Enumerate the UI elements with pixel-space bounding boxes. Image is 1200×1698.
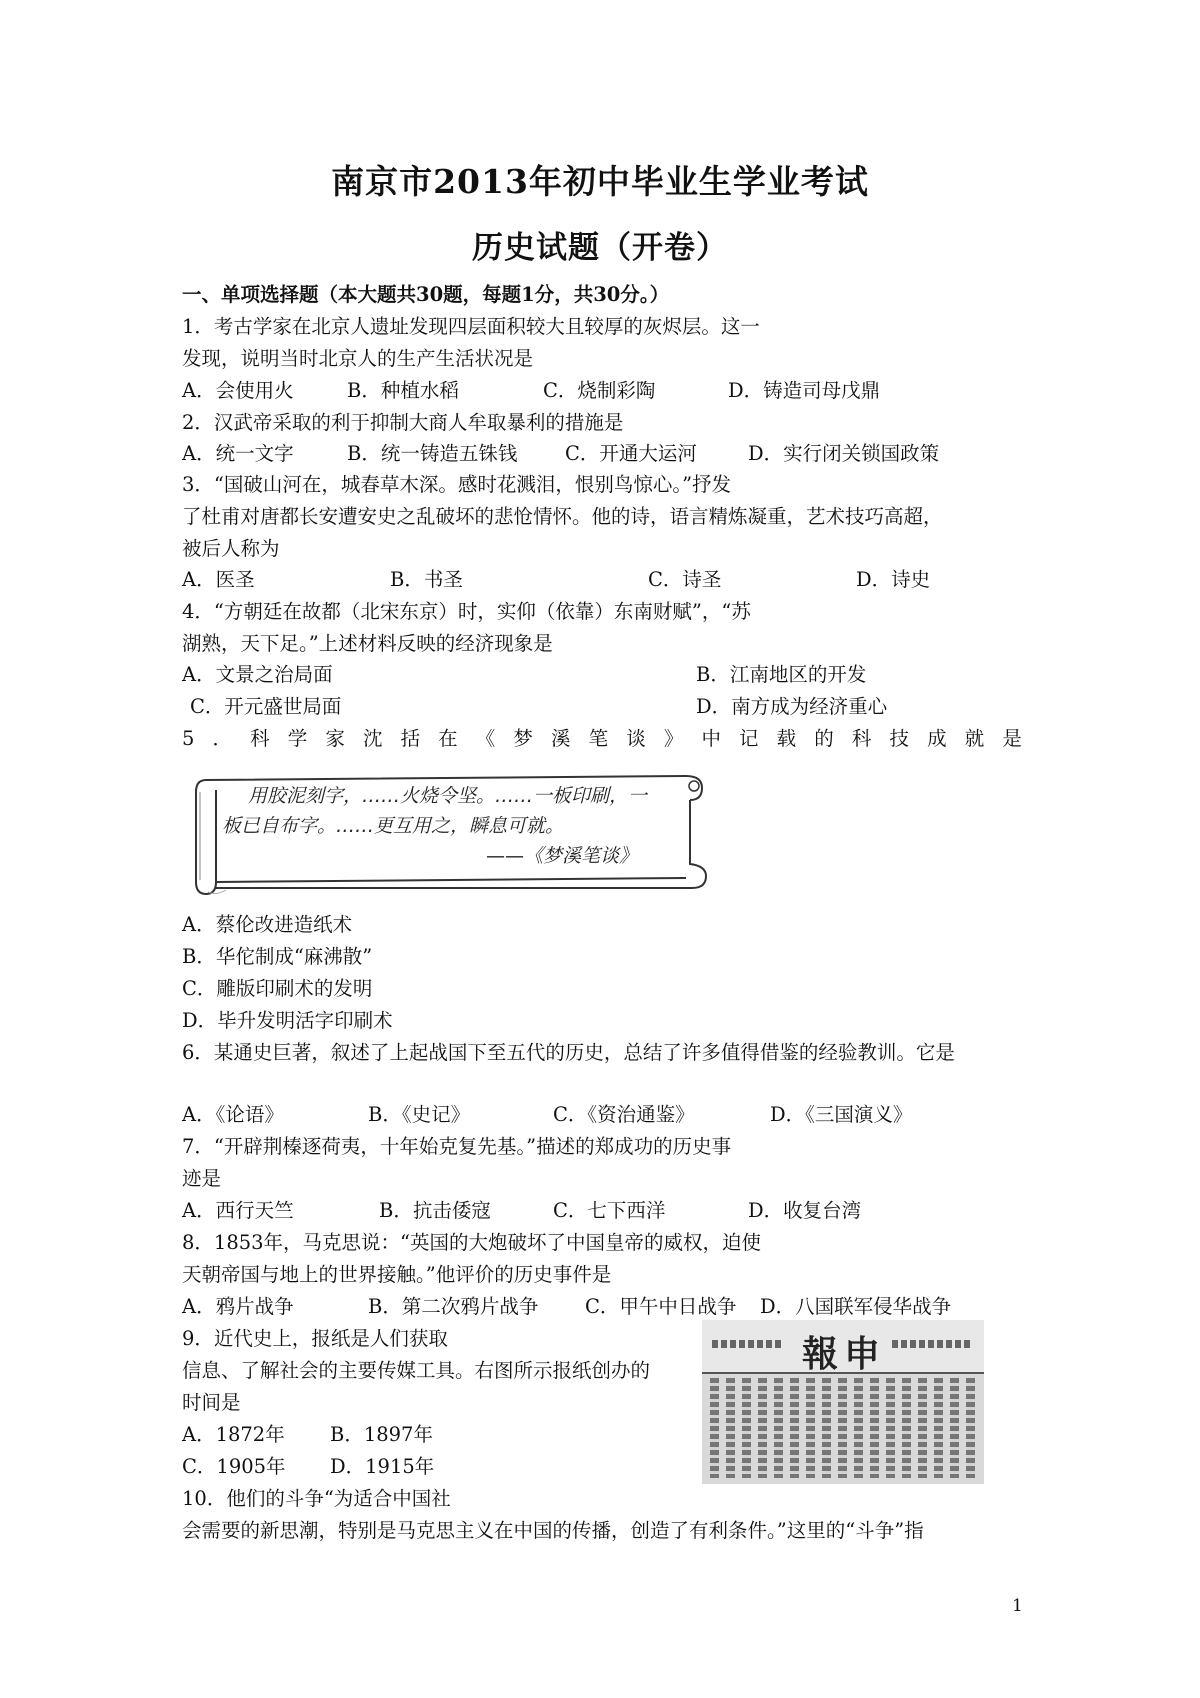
q8-option-a: A．鸦片战争 [182,1295,294,1318]
q1-option-a: A．会使用火 [182,379,294,402]
q6-option-b: B．《史记》 [368,1103,471,1126]
q9-newspaper-image [702,1320,984,1484]
q5-stem-char: 科 [851,727,872,750]
newspaper-column [726,1378,735,1478]
q7-stem-line1: 7．“开辟荆榛逐荷夷，十年始克复先基。”描述的郑成功的历史事 [182,1135,732,1158]
q4-stem-line2: 湖熟，天下足。”上述材料反映的经济现象是 [182,632,553,655]
q5-stem-char: 就 [964,727,985,750]
q9-option-b: B．1897年 [330,1423,433,1446]
q1-option-d: D．铸造司母戊鼎 [728,379,881,402]
q1-stem-line2: 发现，说明当时北京人的生产生活状况是 [182,347,534,370]
q9-stem-line3: 时间是 [182,1391,241,1414]
q3-option-b: B．书圣 [390,568,463,591]
q2-stem-line1: 2．汉武帝采取的利于抑制大商人牟取暴利的措施是 [182,411,624,434]
q5-stem-char: 家 [325,727,345,750]
q7-option-a: A．西行天竺 [182,1199,294,1222]
q3-stem-line1: 3．“国破山河在，城春草木深。感时花溅泪，恨别鸟惊心。”抒发 [182,473,732,496]
q5-stem-char: 技 [889,727,909,750]
q5-stem-spread [182,726,1022,752]
q7-option-d: D．收复台湾 [748,1199,862,1222]
q8-option-d: D．八国联军侵华战争 [760,1295,952,1318]
q4-option-c: C．开元盛世局面 [190,695,342,718]
q1-stem-line1: 1．考古学家在北京人遗址发现四层面积较大且较厚的灰烬层。这一 [182,315,760,338]
q3-stem-line2: 了杜甫对唐都长安遭安史之乱破坏的悲怆情怀。他的诗，语言精炼凝重，艺术技巧高超， [182,505,943,528]
q10-stem-line2: 会需要的新思潮，特别是马克思主义在中国的传播，创造了有利条件。”这里的“斗争”指 [182,1519,924,1542]
q6-option-d: D．《三国演义》 [770,1103,913,1126]
q7-stem-line2: 迹是 [182,1167,222,1190]
q5-stem-char: 》 [663,727,684,750]
newspaper-column [886,1378,895,1478]
q9-stem-line1: 9．近代史上，报纸是人们获取 [182,1327,448,1350]
q8-option-b: B．第二次鸦片战争 [368,1295,539,1318]
q5-option-a: A．蔡伦改进造纸术 [182,913,353,936]
newspaper-column [854,1378,863,1478]
q1-option-c: C．烧制彩陶 [543,379,656,402]
q2-option-d: D．实行闭关锁国政策 [748,442,940,465]
q4-option-a: A．文景之治局面 [182,663,333,686]
q7-option-c: C．七下西洋 [553,1199,666,1222]
q5-stem-char: 学 [287,727,308,750]
q5-stem-char: 谈 [626,727,646,750]
q9-option-a: A．1872年 [182,1423,285,1446]
q2-option-c: C．开通大运河 [565,442,697,465]
q1-option-b: B．种植水稻 [347,379,459,402]
newspaper-column [950,1378,959,1478]
q4-option-b: B．江南地区的开发 [696,663,867,686]
newspaper-column [966,1378,975,1478]
newspaper-column [870,1378,879,1478]
page-number: 1 [1012,1596,1023,1616]
q5-option-c: C．雕版印刷术的发明 [182,977,373,1000]
q3-option-a: A．医圣 [182,568,255,591]
q5-stem-char: 载 [776,727,797,750]
q9-option-d: D．1915年 [330,1455,435,1478]
q5-stem-char: 梦 [513,727,533,750]
q3-option-c: C．诗圣 [648,568,722,591]
newspaper-column [806,1378,815,1478]
newspaper-column [918,1378,927,1478]
q10-stem-line1: 10．他们的斗争“为适合中国社 [182,1487,451,1510]
section-heading: 一、单项选择题（本大题共30题，每题1分，共30分。） [182,283,670,306]
q5-stem-char: 5 [182,727,195,750]
q6-option-c: C．《资治通鉴》 [553,1103,695,1126]
q5-stem-char: 记 [739,727,759,750]
newspaper-column [758,1378,767,1478]
q5-stem-char: 《 [475,727,496,750]
q9-stem-line2: 信息、了解社会的主要传媒工具。右图所示报纸创办的 [182,1359,651,1382]
masthead-small-text-left [712,1340,782,1348]
scroll-text-line2: 板已自布字。……更互用之，瞬息可就。 [222,815,565,837]
newspaper-column [838,1378,847,1478]
q5-stem-char: 的 [814,727,834,750]
q5-stem-char: 括 [400,727,421,750]
q5-stem-char: 成 [927,727,947,750]
q5-stem-char: ． [212,727,233,750]
q6-option-a: A．《论语》 [182,1103,284,1126]
newspaper-column [934,1378,943,1478]
q5-scroll-figure [186,760,716,900]
q5-stem-char: 是 [1002,727,1022,750]
q3-option-d: D．诗史 [856,568,931,591]
q5-stem-char: 中 [701,727,721,750]
q5-stem-char: 在 [438,727,458,750]
newspaper-masthead [702,1320,984,1374]
q9-option-c: C．1905年 [182,1455,286,1478]
q5-stem-char: 科 [250,727,270,750]
q8-stem-line2: 天朝帝国与地上的世界接触。”他评价的历史事件是 [182,1263,612,1286]
newspaper-column [790,1378,799,1478]
masthead-small-text-right [892,1340,972,1348]
q2-option-b: B．统一铸造五铢钱 [347,442,518,465]
newspaper-column [774,1378,783,1478]
newspaper-column [742,1378,751,1478]
q5-option-b: B．华佗制成“麻沸散” [182,945,373,968]
q4-stem-line1: 4．“方朝廷在故都（北宋东京）时，实仰（依靠）东南财赋”，“苏 [182,600,751,623]
q6-stem-line1: 6．某通史巨著，叙述了上起战国下至五代的历史，总结了许多值得借鉴的经验教训。它是 [182,1041,955,1064]
q5-stem-char: 沈 [362,727,383,750]
newspaper-column [902,1378,911,1478]
scroll-text-line3: ——《梦溪笔谈》 [486,845,639,867]
scroll-text-line1: 用胶泥刻字，……火烧令坚。……一板印刷，一 [248,785,648,807]
newspaper-column [710,1378,719,1478]
q3-stem-line3: 被后人称为 [182,537,280,560]
q5-option-d: D．毕升发明活字印刷术 [182,1009,393,1032]
newspaper-column [822,1378,831,1478]
q7-option-b: B．抗击倭寇 [379,1199,491,1222]
q8-option-c: C．甲午中日战争 [585,1295,737,1318]
exam-title: 南京市2013年初中毕业生学业考试 [331,162,869,201]
q5-stem-char: 溪 [551,727,571,750]
q2-option-a: A．统一文字 [182,442,294,465]
exam-subtitle: 历史试题（开卷） [472,230,728,266]
newspaper-title: 報申 [802,1333,887,1375]
q5-stem-char: 笔 [588,727,609,750]
q4-option-d: D．南方成为经济重心 [696,695,888,718]
q8-stem-line1: 8．1853年，马克思说：“英国的大炮破坏了中国皇帝的威权，迫使 [182,1231,762,1254]
